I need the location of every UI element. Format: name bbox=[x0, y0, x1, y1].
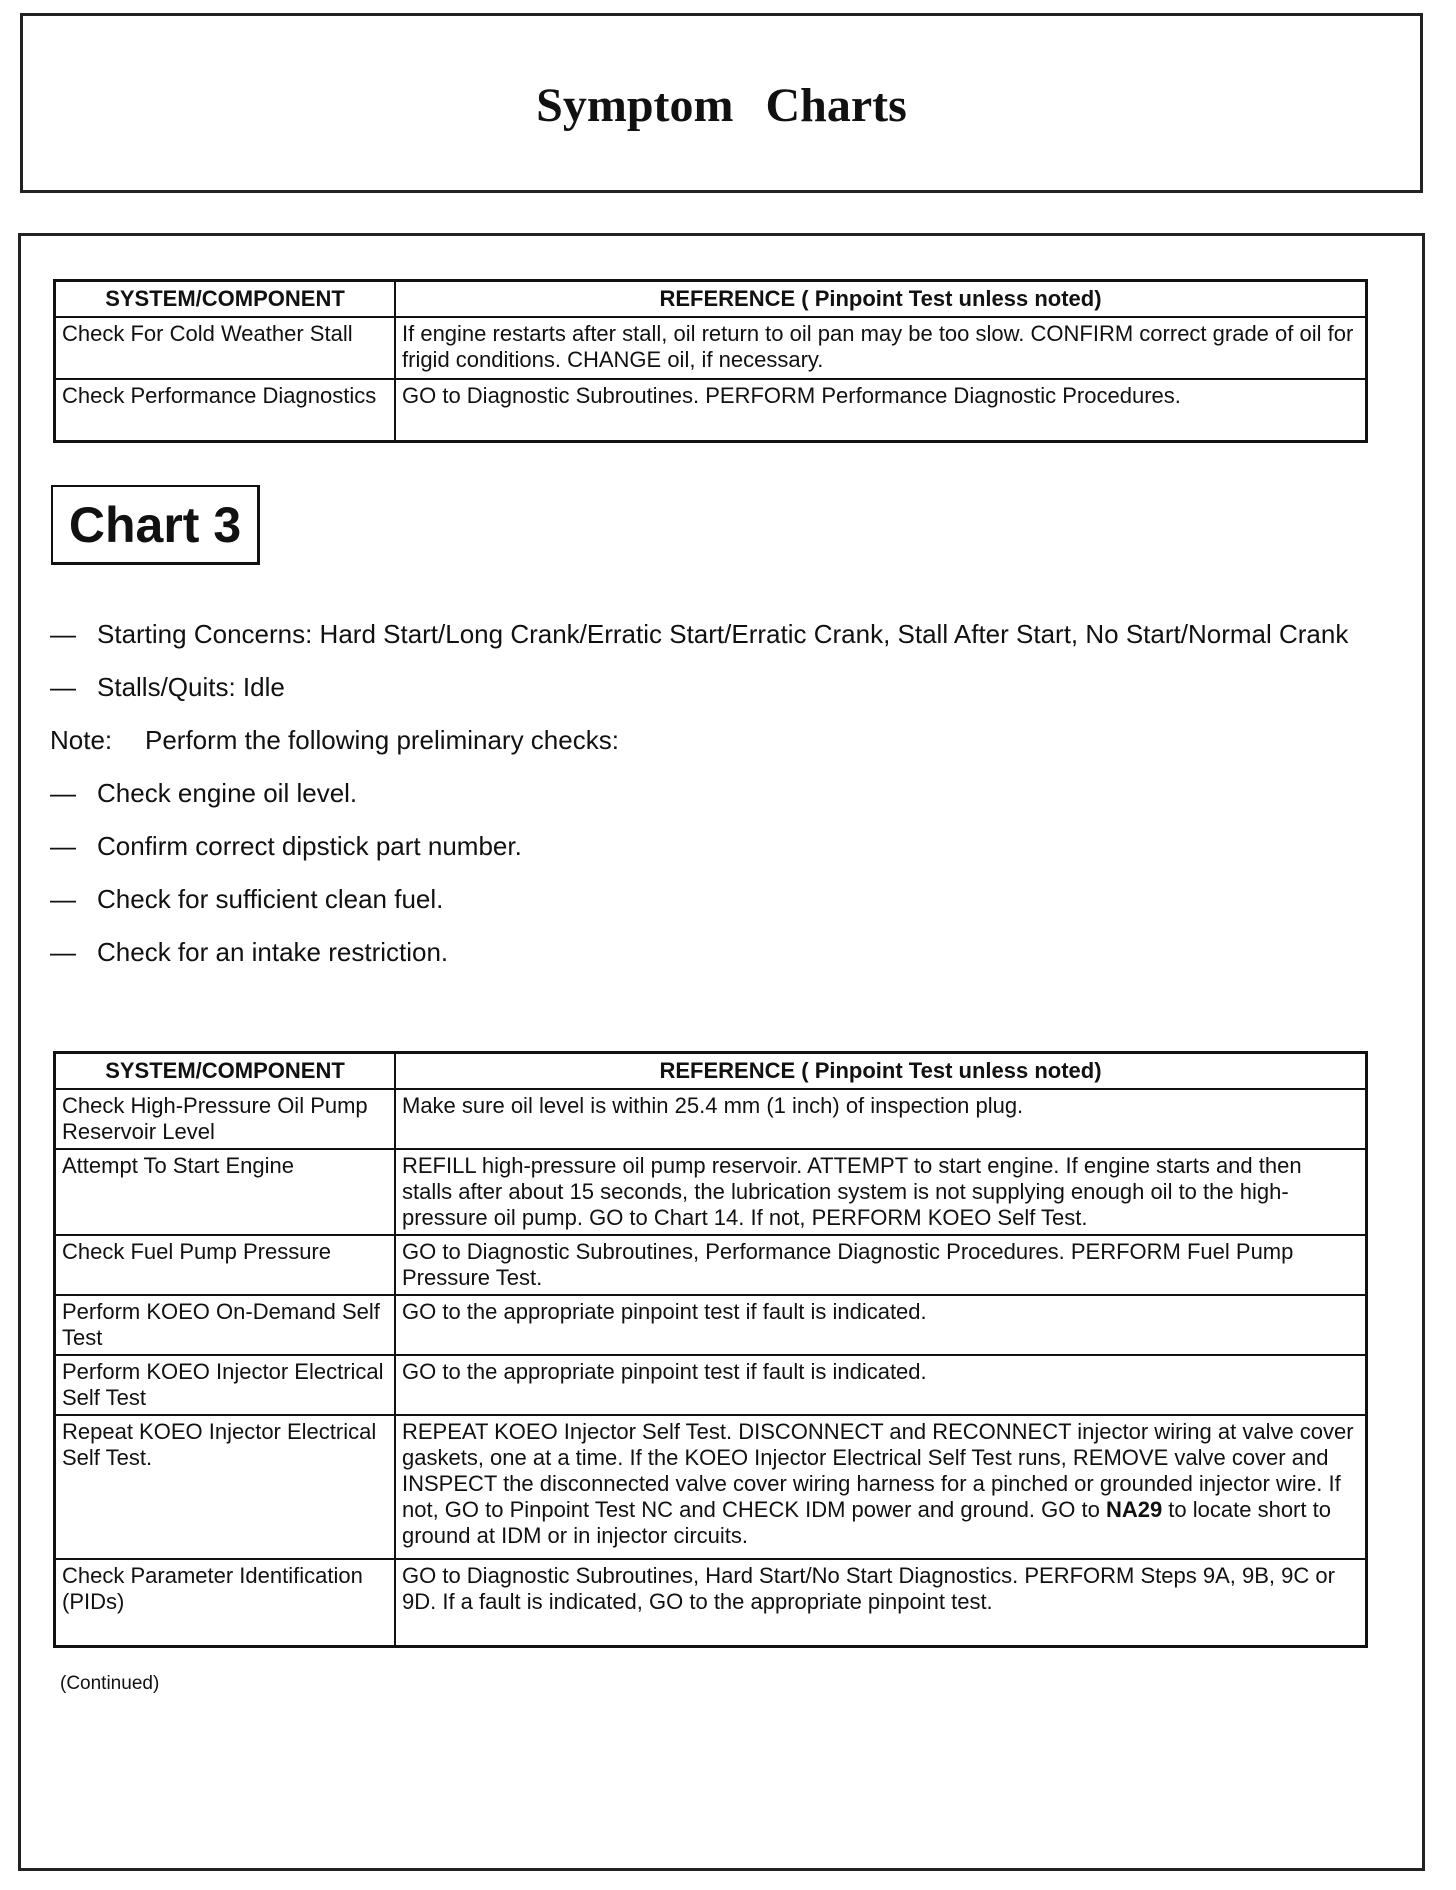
table-row bbox=[55, 317, 1367, 379]
check-text: Check engine oil level. bbox=[97, 778, 358, 808]
system-cell: Perform KOEO On-Demand Self Test bbox=[55, 1295, 396, 1355]
note bbox=[50, 724, 1380, 756]
reference-table-top bbox=[53, 279, 1368, 443]
table-header-row bbox=[55, 281, 1367, 318]
check-item bbox=[50, 777, 1380, 809]
reference-cell: GO to the appropriate pinpoint test if fault is indicated. bbox=[395, 1355, 1367, 1415]
reference-text: to locate short to ground at IDM or in injector circuits. bbox=[402, 1497, 1331, 1548]
header-box bbox=[20, 13, 1423, 193]
reference-cell: If engine restarts after stall, oil return to oil pan may be too slow. CONFIRM correct grade of oil for frigid conditions. CHANGE oil, if necessary. bbox=[395, 317, 1367, 379]
concern-item bbox=[50, 671, 1380, 703]
check-item bbox=[50, 936, 1380, 968]
reference-cell: GO to Diagnostic Subroutines, Hard Start/No Start Diagnostics. PERFORM Steps 9A, 9B, 9C or 9D. If a fault is indicated, GO to the appropriate pinpoint test. bbox=[395, 1559, 1367, 1647]
note-label: Note: bbox=[50, 725, 113, 755]
system-cell: Perform KOEO Injector Electrical Self Test bbox=[55, 1355, 396, 1415]
reference-cell: GO to Diagnostic Subroutines, Performance Diagnostic Procedures. PERFORM Fuel Pump Pressure Test. bbox=[395, 1235, 1367, 1295]
reference-cell: GO to Diagnostic Subroutines. PERFORM Performance Diagnostic Procedures. bbox=[395, 379, 1367, 442]
chart-label-box bbox=[51, 485, 260, 565]
bullet-dash: — bbox=[50, 884, 76, 914]
concern-item bbox=[50, 618, 1380, 650]
reference-cell bbox=[395, 1415, 1367, 1559]
preliminary-section bbox=[50, 618, 1380, 989]
bullet-dash: — bbox=[50, 831, 76, 861]
reference-text: REPEAT KOEO Injector Self Test. DISCONNECT and RECONNECT injector wiring at valve cover gaskets, one at a time. If the KOEO Injector Electrical Self Test runs, REMOVE valve cover and INSPECT the disconnected valve cover wiring harness for a pinched or grounded injector wire. If not, GO to Pinpoint Test NC and CHECK IDM power and ground. GO to bbox=[402, 1419, 1354, 1522]
table-row bbox=[55, 1149, 1367, 1235]
table-row bbox=[55, 1355, 1367, 1415]
table-row bbox=[55, 1089, 1367, 1149]
bullet-dash: — bbox=[50, 778, 76, 808]
check-text: Confirm correct dipstick part number. bbox=[97, 831, 522, 861]
system-cell: Check Fuel Pump Pressure bbox=[55, 1235, 396, 1295]
system-cell: Attempt To Start Engine bbox=[55, 1149, 396, 1235]
concern-text: Starting Concerns: Hard Start/Long Crank/Erratic Start/Erratic Crank, Stall After Start, No Start/Normal Crank bbox=[97, 619, 1349, 649]
check-item bbox=[50, 830, 1380, 862]
check-text: Check for an intake restriction. bbox=[97, 937, 449, 967]
system-cell: Repeat KOEO Injector Electrical Self Test. bbox=[55, 1415, 396, 1559]
table-header-row bbox=[55, 1053, 1367, 1090]
column-header-reference: REFERENCE ( Pinpoint Test unless noted) bbox=[395, 281, 1367, 318]
system-cell: Check For Cold Weather Stall bbox=[55, 317, 396, 379]
column-header-reference: REFERENCE ( Pinpoint Test unless noted) bbox=[395, 1053, 1367, 1090]
reference-cell: REFILL high-pressure oil pump reservoir. ATTEMPT to start engine. If engine starts and then stalls after about 15 seconds, the lubrication system is not supplying enough oil to the high-pressure oil pump. GO to Chart 14. If not, PERFORM KOEO Self Test. bbox=[395, 1149, 1367, 1235]
check-item bbox=[50, 883, 1380, 915]
table-row bbox=[55, 1235, 1367, 1295]
reference-table-main bbox=[53, 1051, 1368, 1648]
system-cell: Check Performance Diagnostics bbox=[55, 379, 396, 442]
reference-cell: GO to the appropriate pinpoint test if fault is indicated. bbox=[395, 1295, 1367, 1355]
table-row bbox=[55, 1559, 1367, 1647]
system-cell: Check Parameter Identification (PIDs) bbox=[55, 1559, 396, 1647]
bullet-dash: — bbox=[50, 619, 76, 649]
chart-label: Chart 3 bbox=[68, 497, 242, 553]
bullet-dash: — bbox=[50, 672, 76, 702]
continued-note: (Continued) bbox=[60, 1673, 160, 1694]
column-header-system: SYSTEM/COMPONENT bbox=[55, 281, 396, 318]
table-row bbox=[55, 1415, 1367, 1559]
system-cell: Check High-Pressure Oil Pump Reservoir Level bbox=[55, 1089, 396, 1149]
table-row bbox=[55, 379, 1367, 442]
pinpoint-step-ref: NA29 bbox=[1105, 1497, 1163, 1522]
table-row bbox=[55, 1295, 1367, 1355]
column-header-system: SYSTEM/COMPONENT bbox=[55, 1053, 396, 1090]
note-text: Perform the following preliminary checks: bbox=[145, 725, 619, 755]
concern-text: Stalls/Quits: Idle bbox=[97, 672, 285, 702]
reference-cell: Make sure oil level is within 25.4 mm (1 inch) of inspection plug. bbox=[395, 1089, 1367, 1149]
bullet-dash: — bbox=[50, 937, 76, 967]
page-title: Symptom Charts bbox=[536, 79, 907, 132]
check-text: Check for sufficient clean fuel. bbox=[97, 884, 444, 914]
